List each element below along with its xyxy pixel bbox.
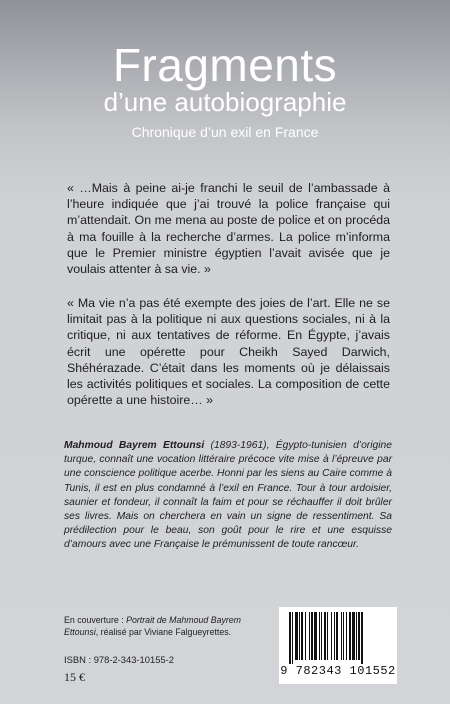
barcode bbox=[279, 607, 397, 684]
barcode-bar bbox=[292, 612, 293, 664]
barcode-bar bbox=[314, 612, 317, 660]
cover-tagline: Chronique d’un exil en France bbox=[131, 124, 319, 140]
barcode-bar bbox=[321, 612, 322, 660]
quote-paragraph: « …Mais à peine ai-je franchi le seuil de l’ambassade à l’heure indiquée que j’ai trouvé la police française qui m’attendait. On me mena au poste de police et on procéda à ma fouille à la recherche d’armes. La police m’informa que le Premier ministre égyptien l’avait avisée que je voulais attenter à sa vie. » bbox=[67, 181, 390, 277]
barcode-bar bbox=[334, 612, 335, 660]
barcode-bar bbox=[352, 612, 355, 660]
barcode-bar bbox=[331, 612, 332, 660]
cover-title: Fragments bbox=[112, 39, 338, 91]
isbn-text: ISBN : 978-2-343-10155-2 bbox=[64, 654, 174, 665]
price-text: 15 € bbox=[64, 670, 85, 684]
barcode-bar bbox=[309, 612, 310, 660]
barcode-bars bbox=[287, 612, 389, 664]
author-name: Mahmoud Bayrem Ettounsi bbox=[64, 440, 205, 451]
barcode-bar bbox=[356, 612, 357, 660]
barcode-bar bbox=[341, 612, 342, 660]
barcode-bar bbox=[361, 612, 363, 664]
barcode-digits: 9 782343 101552 bbox=[280, 664, 396, 678]
author-bio bbox=[64, 439, 392, 553]
barcode-bar bbox=[349, 612, 351, 660]
cover-credit-label: En couverture : bbox=[64, 615, 127, 625]
cover-credit bbox=[64, 614, 274, 638]
cover-subtitle: d’une autobiographie bbox=[103, 87, 347, 117]
barcode-bar bbox=[301, 612, 303, 660]
barcode-bar bbox=[358, 612, 360, 660]
barcode-bar bbox=[311, 612, 313, 660]
author-bio-text: (1893-1961), Égypto-tunisien d’origine turque, connaît une vocation littéraire précoce vite mise à l’épreuve par une conscience politique acerbe. Honni par les siens au Caire comme à Tunis, il est en plus condamné à l’exil en France. Tour à tour ardoisier, saunier et fondeur, il connaît la faim et pour se réchauffer il doit brûler ses livres. Mais on cherchera en vain un signe de ressentiment. Sa prédilection pour le beau, son goût pour le rire et une esquisse d’amours avec une Française le prémunissent de toute rancœur. bbox=[64, 440, 392, 551]
barcode-bar bbox=[305, 612, 306, 660]
barcode-bar bbox=[346, 612, 347, 660]
barcode-bar bbox=[324, 612, 326, 660]
barcode-bar bbox=[343, 612, 344, 660]
barcode-bar bbox=[319, 612, 320, 660]
barcode-bar bbox=[299, 612, 300, 660]
barcode-bar bbox=[289, 612, 291, 664]
cover-credit-work: Portrait de Mahmoud Bayrem Ettounsi bbox=[64, 615, 242, 637]
barcode-bar bbox=[295, 612, 298, 660]
cover-credit-artist: , réalisé par Viviane Falgueyrettes. bbox=[95, 627, 232, 637]
barcode-bar bbox=[327, 612, 328, 660]
quote-paragraph: « Ma vie n’a pas été exempte des joies de l’art. Elle ne se limitait pas à la politique ni aux questions sociales, ni à la critique, ni aux tentatives de réforme. En Égypte, j’avais écrit une opérette pour Cheikh Sayed Darwich, Shéhérazade. C’était dans les moments où je délaissais les activités politiques et sociales. La composition de cette opérette a une histoire… » bbox=[67, 296, 390, 408]
barcode-bar bbox=[336, 612, 338, 660]
